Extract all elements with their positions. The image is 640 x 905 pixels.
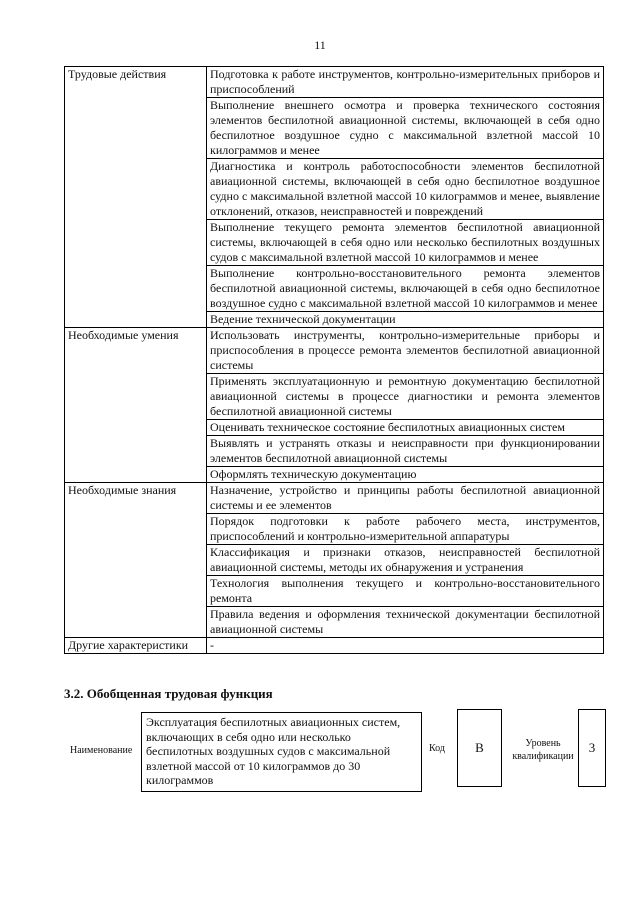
table-cell: Применять эксплуатационную и ремонтную документацию беспилотной авиационной системы в процессе диагностики и ремонта элементов беспилотной авиационной системы bbox=[207, 374, 604, 420]
table-row bbox=[65, 328, 604, 374]
labor-function-table bbox=[64, 66, 604, 654]
row-label-knowledge: Необходимые знания bbox=[65, 483, 207, 638]
table-cell: Оформлять техническую документацию bbox=[207, 467, 604, 483]
table-cell: Использовать инструменты, контрольно-измерительные приборы и приспособления в процессе ремонта элементов беспилотной авиационной системы bbox=[207, 328, 604, 374]
row-label-labor-actions: Трудовые действия bbox=[65, 67, 207, 328]
name-label: Наименование bbox=[70, 745, 133, 756]
row-label-skills: Необходимые умения bbox=[65, 328, 207, 483]
name-value-box: Эксплуатация беспилотных авиационных систем, включающих в себя одно или несколько беспилотных воздушных судов с максимальной взлетной массой от 10 килограммов до 30 килограммов bbox=[141, 712, 422, 792]
table-cell: Назначение, устройство и принципы работы беспилотной авиационной системы и ее элементов bbox=[207, 483, 604, 514]
table-cell: Порядок подготовки к работе рабочего места, инструментов, приспособлений и контрольно-измерительной аппаратуры bbox=[207, 514, 604, 545]
table-cell: Выполнение контрольно-восстановительного ремонта элементов беспилотной авиационной системы, включающей в себя одно беспилотное воздушное судно с максимальной взлетной массой 10 килограммов и менее bbox=[207, 266, 604, 312]
table-row bbox=[65, 638, 604, 654]
table-cell: Диагностика и контроль работоспособности элементов беспилотной авиационной системы, включающей в себя одно беспилотное воздушное судно с максимальной взлетной массой 10 килограммов и менее, выявление отклонений, отказов, неисправностей и повреждений bbox=[207, 159, 604, 220]
table-cell: Оценивать техническое состояние беспилотных авиационных систем bbox=[207, 420, 604, 436]
table-cell: Классификация и признаки отказов, неисправностей беспилотной авиационной системы, методы их обнаружения и устранения bbox=[207, 545, 604, 576]
code-label: Код bbox=[429, 743, 445, 754]
table-cell: - bbox=[207, 638, 604, 654]
qualification-level-label: Уровень квалификации bbox=[512, 738, 574, 762]
table-row bbox=[65, 483, 604, 514]
table-cell: Выполнение текущего ремонта элементов беспилотной авиационной системы, включающей в себя одно или несколько беспилотных воздушных судов с максимальной взлетной массой 10 килограммов и менее bbox=[207, 220, 604, 266]
table-cell: Подготовка к работе инструментов, контрольно-измерительных приборов и приспособлений bbox=[207, 67, 604, 98]
table-cell: Правила ведения и оформления технической документации беспилотной авиационной системы bbox=[207, 607, 604, 638]
table-cell: Ведение технической документации bbox=[207, 312, 604, 328]
page-number: 11 bbox=[314, 38, 326, 52]
code-value-box: B bbox=[457, 709, 502, 787]
table-row bbox=[65, 67, 604, 98]
table-cell: Выполнение внешнего осмотра и проверка технического состояния элементов беспилотной авиационной системы, включающей в себя одно беспилотное воздушное судно с максимальной взлетной массой 10 килограммов и менее bbox=[207, 98, 604, 159]
table-cell: Выявлять и устранять отказы и неисправности при функционировании элементов беспилотной авиационной системы bbox=[207, 436, 604, 467]
table-cell: Технология выполнения текущего и контрольно-восстановительного ремонта bbox=[207, 576, 604, 607]
row-label-other: Другие характеристики bbox=[65, 638, 207, 654]
section-title: 3.2. Обобщенная трудовая функция bbox=[64, 686, 273, 701]
qualification-level-box: 3 bbox=[578, 709, 606, 787]
